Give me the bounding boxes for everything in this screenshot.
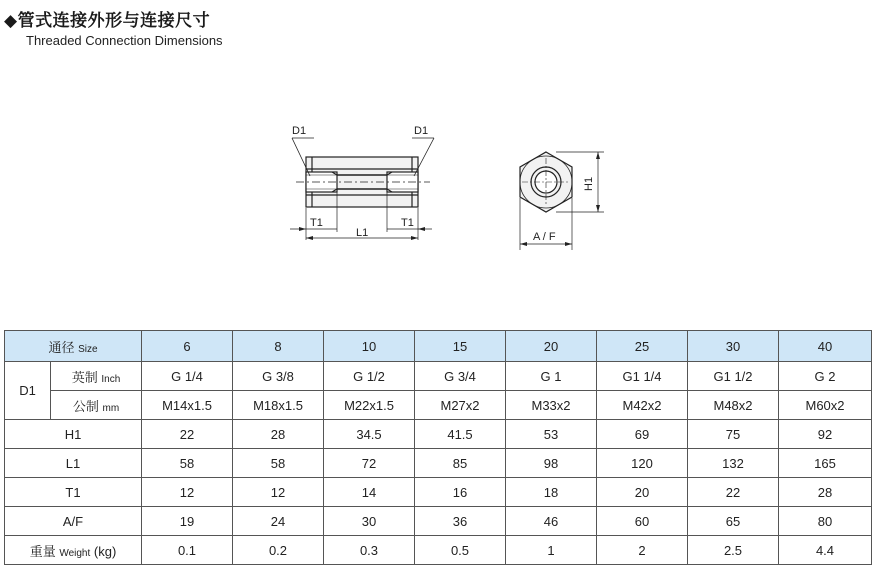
size-label-en: Size — [78, 343, 98, 355]
table-row-h1 — [5, 420, 872, 449]
table-cell: 36 — [415, 507, 506, 536]
size-6: 6 — [142, 331, 233, 362]
table-cell: 65 — [688, 507, 779, 536]
table-cell: G 1 — [506, 362, 597, 391]
table-cell: 14 — [324, 478, 415, 507]
table-cell: 30 — [324, 507, 415, 536]
size-8: 8 — [233, 331, 324, 362]
table-cell: M60x2 — [779, 391, 872, 420]
l1-row-label: L1 — [5, 449, 142, 478]
table-cell: 53 — [506, 420, 597, 449]
table-cell: 92 — [779, 420, 872, 449]
table-cell: 34.5 — [324, 420, 415, 449]
weight-label-en: Weight — [59, 547, 91, 559]
table-cell: 41.5 — [415, 420, 506, 449]
table-row-d1-inch — [5, 362, 872, 391]
size-10: 10 — [324, 331, 415, 362]
dimension-table — [4, 330, 872, 565]
weight-row-label — [5, 536, 142, 565]
table-cell: M14x1.5 — [142, 391, 233, 420]
d1-inch-label — [51, 362, 142, 391]
table-cell: M18x1.5 — [233, 391, 324, 420]
table-cell: M42x2 — [597, 391, 688, 420]
table-cell: 132 — [688, 449, 779, 478]
table-row-weight — [5, 536, 872, 565]
table-cell: M27x2 — [415, 391, 506, 420]
table-cell: 20 — [597, 478, 688, 507]
table-cell: 165 — [779, 449, 872, 478]
table-cell: G 1/4 — [142, 362, 233, 391]
table-cell: 19 — [142, 507, 233, 536]
table-cell: 58 — [233, 449, 324, 478]
label-t1-right: T1 — [401, 217, 414, 229]
label-l1: L1 — [356, 227, 369, 239]
inch-label-en: Inch — [101, 373, 121, 385]
t1-row-label: T1 — [5, 478, 142, 507]
table-cell: M48x2 — [688, 391, 779, 420]
table-cell: M22x1.5 — [324, 391, 415, 420]
table-cell: 4.4 — [779, 536, 872, 565]
table-cell: 12 — [233, 478, 324, 507]
header-size-label — [5, 331, 142, 362]
table-cell: 12 — [142, 478, 233, 507]
diamond-bullet-icon: ◆ — [4, 11, 18, 31]
table-cell: 98 — [506, 449, 597, 478]
size-40: 40 — [779, 331, 872, 362]
table-cell: 75 — [688, 420, 779, 449]
label-h1: H1 — [583, 176, 595, 191]
table-cell: 28 — [779, 478, 872, 507]
table-cell: G1 1/2 — [688, 362, 779, 391]
table-cell: 72 — [324, 449, 415, 478]
d1-row-label: D1 — [5, 362, 51, 420]
table-row-af — [5, 507, 872, 536]
title-english: Threaded Connection Dimensions — [26, 33, 223, 48]
table-cell: 85 — [415, 449, 506, 478]
size-25: 25 — [597, 331, 688, 362]
size-30: 30 — [688, 331, 779, 362]
table-cell: 18 — [506, 478, 597, 507]
title-chinese: 管式连接外形与连接尺寸 — [17, 11, 211, 31]
table-cell: 0.5 — [415, 536, 506, 565]
table-cell: 24 — [233, 507, 324, 536]
table-cell: 80 — [779, 507, 872, 536]
label-t1-left: T1 — [310, 217, 323, 229]
label-d1-left: D1 — [292, 125, 307, 137]
size-15: 15 — [415, 331, 506, 362]
size-label-zh: 通径 — [48, 339, 75, 355]
table-row-l1 — [5, 449, 872, 478]
label-af: A / F — [533, 231, 556, 243]
table-cell: 2 — [597, 536, 688, 565]
table-cell: G 3/8 — [233, 362, 324, 391]
table-cell: 16 — [415, 478, 506, 507]
d1-metric-label — [51, 391, 142, 420]
table-cell: 58 — [142, 449, 233, 478]
table-cell: 0.2 — [233, 536, 324, 565]
table-cell: G1 1/4 — [597, 362, 688, 391]
label-d1-right: D1 — [414, 125, 429, 137]
table-cell: 69 — [597, 420, 688, 449]
weight-unit: (kg) — [93, 543, 117, 559]
table-cell: 46 — [506, 507, 597, 536]
table-cell: G 2 — [779, 362, 872, 391]
table-cell: 28 — [233, 420, 324, 449]
table-header-row — [5, 331, 872, 362]
metric-label-zh: 公制 — [72, 398, 99, 414]
metric-label-en: mm — [102, 402, 120, 414]
table-cell: M33x2 — [506, 391, 597, 420]
table-cell: 60 — [597, 507, 688, 536]
table-cell: 120 — [597, 449, 688, 478]
inch-label-zh: 英制 — [71, 369, 98, 385]
table-cell: 0.1 — [142, 536, 233, 565]
table-cell: G 3/4 — [415, 362, 506, 391]
table-row-d1-metric — [5, 391, 872, 420]
size-20: 20 — [506, 331, 597, 362]
h1-row-label: H1 — [5, 420, 142, 449]
table-cell: 2.5 — [688, 536, 779, 565]
af-row-label: A/F — [5, 507, 142, 536]
weight-label-zh: 重量 — [29, 543, 56, 559]
table-cell: G 1/2 — [324, 362, 415, 391]
table-cell: 0.3 — [324, 536, 415, 565]
table-cell: 1 — [506, 536, 597, 565]
table-cell: 22 — [142, 420, 233, 449]
table-row-t1 — [5, 478, 872, 507]
table-cell: 22 — [688, 478, 779, 507]
